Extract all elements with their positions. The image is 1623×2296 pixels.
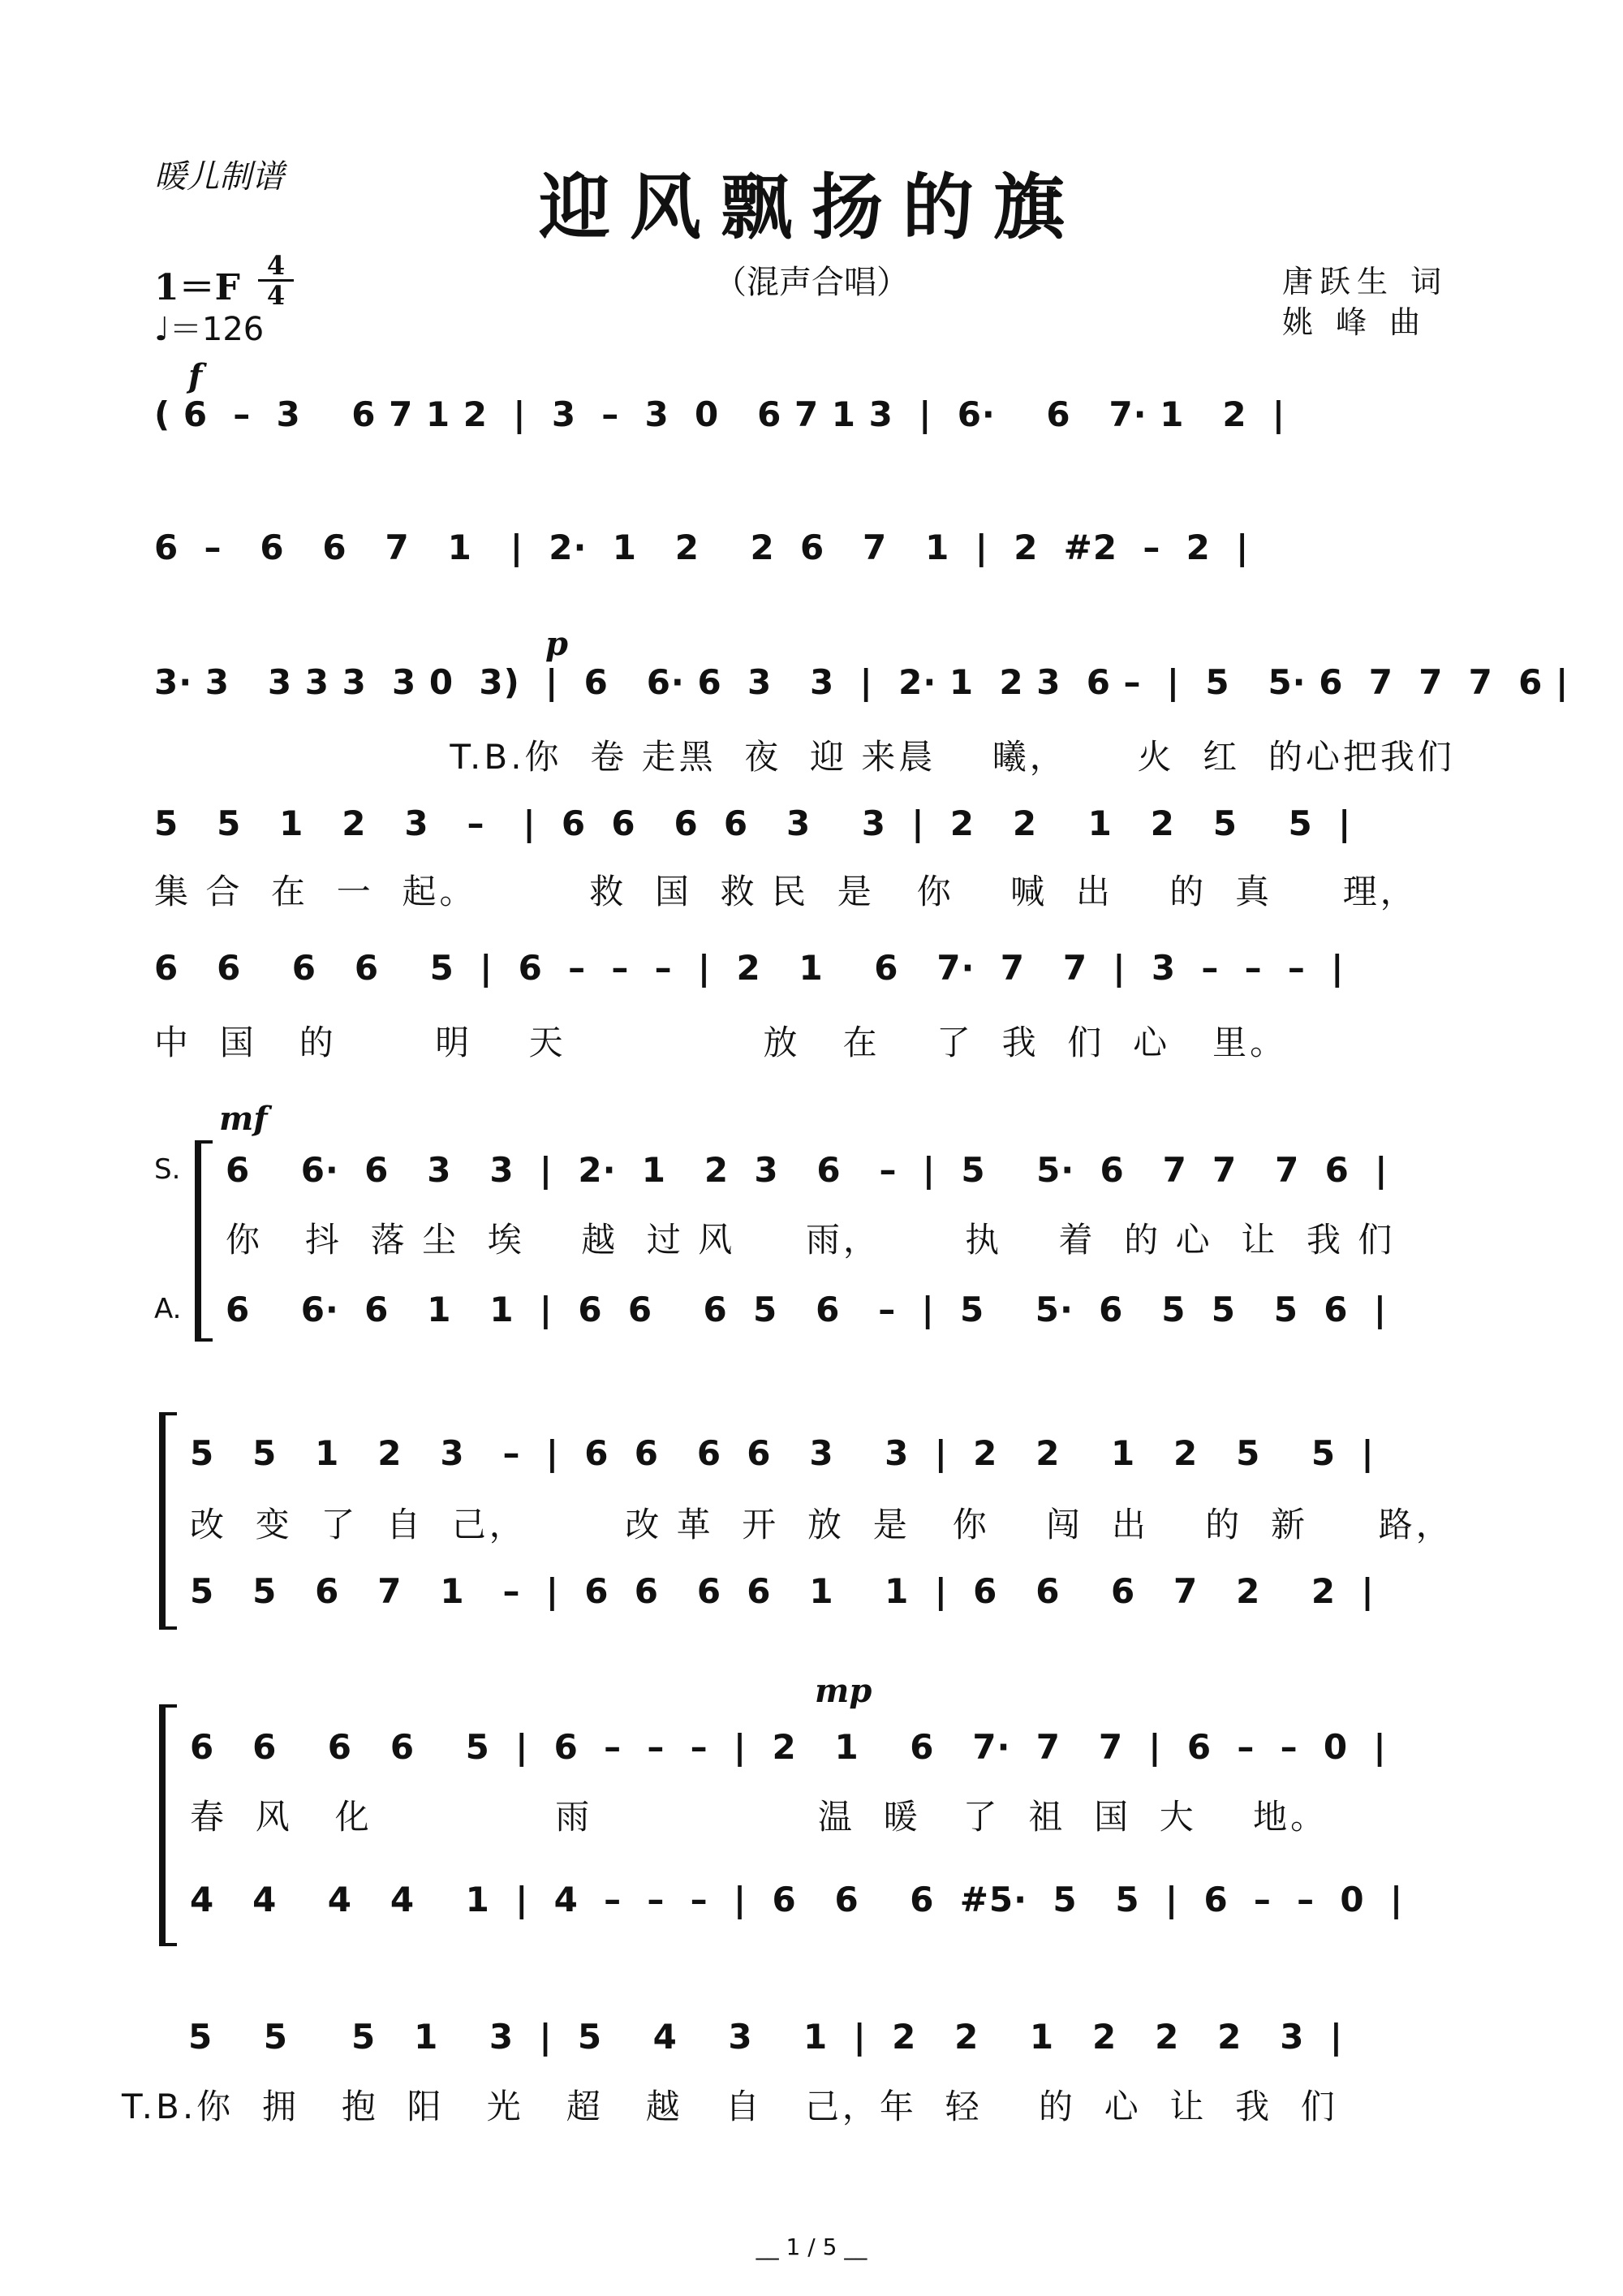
score-system-1 (0, 357, 1623, 438)
alto-notation: 5 5 6 7 1 – | 6 6 6 6 1 1 | 6 6 6 7 2 2 | (190, 1571, 1375, 1611)
lyric-line: T.B.你 拥 抱 阳 光 超 越 自 己，年 轻 的 心 让 我 们 (122, 2087, 1338, 2126)
dynamic-mezzo-piano: mp (815, 1672, 872, 1710)
notation-line: 3· 3 3 3 3 3 0 3) | 6 6· 6 3 3 | 2· 1 2 3 6 – | 5 5· 6 7 7 7 6 | (154, 662, 1569, 702)
lyric-line: 集 合 在 一 起。 救 国 救 民 是 你 喊 出 的 真 理， (154, 872, 1418, 911)
time-signature (258, 252, 294, 309)
choir-block-2 (0, 1412, 1623, 1639)
soprano-label: S. (154, 1153, 181, 1186)
time-signature-top: 4 (266, 250, 286, 281)
alto-notation: 4 4 4 4 1 | 4 – – – | 6 6 6 #5· 5 5 | 6 – – 0 | (190, 1880, 1404, 1919)
notation-line: 5 5 5 1 3 | 5 4 3 1 | 2 2 1 2 2 2 3 | (188, 2017, 1344, 2057)
choir-block-1 (0, 1100, 1623, 1343)
staff-bracket (159, 1704, 177, 1946)
score-system-2 (0, 511, 1623, 584)
alto-label: A. (154, 1293, 182, 1325)
soprano-lyrics: 改 变 了 自 己， 改 革 开 放 是 你 闯 出 的 新 路， (190, 1505, 1453, 1544)
score-system-4 (0, 803, 1623, 917)
soprano-lyrics: 春 风 化 雨 温 暖 了 祖 国 大 地。 (190, 1797, 1328, 1837)
score-system-3 (0, 625, 1623, 779)
tempo-marking: ♩＝126 (154, 311, 265, 348)
score-system-6 (0, 2017, 1623, 2147)
soprano-lyrics: 你 抖 落 尘 埃 越 过 风 雨， 执 着 的 心 让 我 们 (226, 1220, 1396, 1260)
song-subtitle: （混声合唱） (714, 264, 909, 301)
notation-line: 6 6 6 6 5 | 6 – – – | 2 1 6 7· 7 7 | 3 – – – | (154, 948, 1345, 988)
dynamic-mezzo-forte: mf (219, 1100, 268, 1138)
alto-notation: 6 6· 6 1 1 | 6 6 6 5 6 – | 5 5· 6 5 5 5 6 | (226, 1290, 1388, 1329)
arranger-credit: 暖儿制谱 (154, 158, 284, 196)
composer-credit: 姚 峰 曲 (1282, 304, 1427, 340)
choir-block-3 (0, 1672, 1623, 1948)
lyric-line: 中 国 的 明 天 放 在 了 我 们 心 里。 (154, 1023, 1288, 1062)
lyric-line: T.B.你 卷 走黑 夜 迎 来晨 曦， 火 红 的心把我们 (154, 737, 1455, 777)
key-signature: 1＝F (154, 267, 240, 308)
soprano-notation: 6 6· 6 3 3 | 2· 1 2 3 6 – | 5 5· 6 7 7 7 6 | (226, 1150, 1388, 1190)
soprano-notation: 5 5 1 2 3 – | 6 6 6 6 3 3 | 2 2 1 2 5 5 | (190, 1433, 1375, 1473)
notation-line: 5 5 1 2 3 – | 6 6 6 6 3 3 | 2 2 1 2 5 5 | (154, 803, 1352, 843)
page-number: __ 1 / 5 __ (756, 2234, 867, 2260)
notation-line: 6 – 6 6 7 1 | 2· 1 2 2 6 7 1 | 2 #2 – 2 | (154, 528, 1250, 567)
staff-bracket (195, 1140, 213, 1342)
lyricist-credit: 唐跃生 词 (1282, 264, 1449, 299)
dynamic-piano: p (545, 625, 568, 663)
score-system-5 (0, 948, 1623, 1062)
soprano-notation: 6 6 6 6 5 | 6 – – – | 2 1 6 7· 7 7 | 6 – – 0 | (190, 1727, 1387, 1767)
staff-bracket (159, 1412, 177, 1630)
time-signature-bottom: 4 (266, 280, 286, 311)
notation-line: ( 6 – 3 6 7 1 2 | 3 – 3 0 6 7 1 3 | 6· 6 7· 1 2 | (154, 394, 1286, 434)
song-title: 迎风飘扬的旗 (538, 165, 1084, 249)
dynamic-forte: f (188, 357, 203, 395)
